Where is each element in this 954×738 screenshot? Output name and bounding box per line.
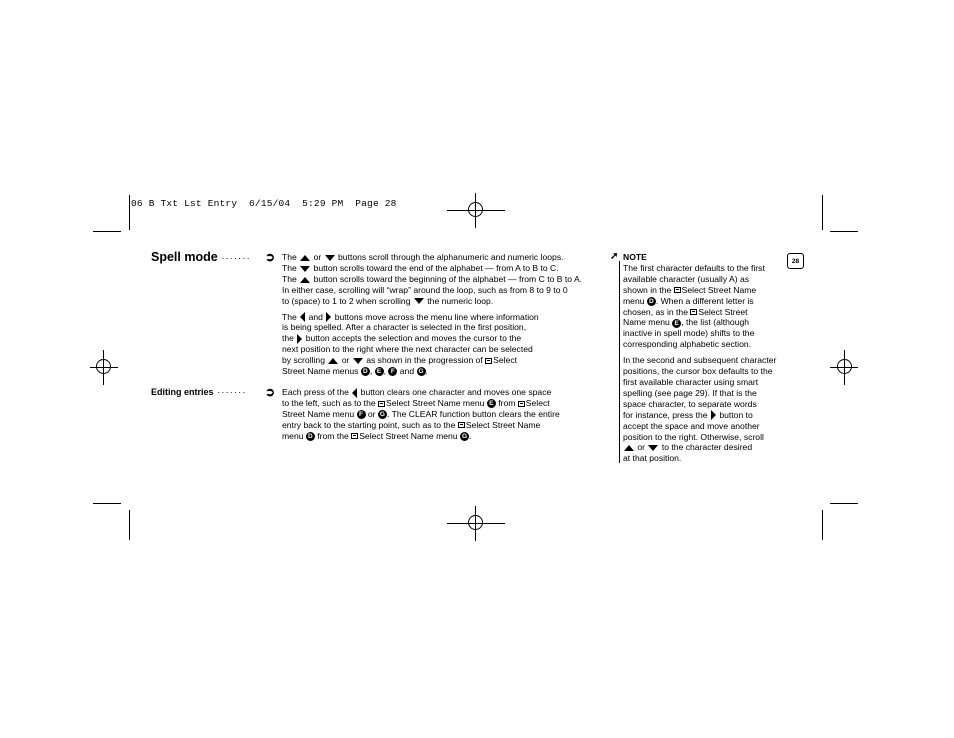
text: shown in the xyxy=(623,284,672,295)
text: the xyxy=(282,333,294,344)
leader-dots: ······· xyxy=(217,253,251,263)
text-line: space character, to separate words xyxy=(623,398,757,409)
menu-icon xyxy=(485,358,492,364)
crop-mark xyxy=(129,510,130,540)
text: , the list (although xyxy=(681,317,750,328)
section-heading-editing-entries xyxy=(151,387,247,397)
text: . The CLEAR function button clears the entire xyxy=(386,408,560,419)
text: Select Street Name xyxy=(681,284,757,295)
crop-mark xyxy=(93,231,121,232)
text-line: accept the space and move another xyxy=(623,420,760,431)
text: or xyxy=(637,442,646,453)
menu-icon xyxy=(351,433,358,439)
registration-crosshair xyxy=(447,523,505,524)
text-line: is being spelled. After a character is selected in the first position, xyxy=(282,322,527,333)
crop-mark xyxy=(93,503,121,504)
text: button scrolls toward the end of the alphabet — from A to B to C. xyxy=(313,262,559,273)
text-line: first available character using smart xyxy=(623,376,759,387)
text: to the character desired xyxy=(661,442,753,453)
section-heading-spell-mode xyxy=(151,250,251,264)
menu-icon xyxy=(518,401,525,407)
left-arrow-button-icon xyxy=(352,388,357,398)
paragraph xyxy=(623,263,783,350)
text-line: available character (usually A) as xyxy=(623,273,750,284)
menu-icon xyxy=(690,309,697,315)
registration-crosshair xyxy=(844,350,845,385)
text: . xyxy=(425,366,428,377)
callout-e: E xyxy=(672,319,681,328)
text: Select Street xyxy=(698,306,748,317)
text-line: next position to the right where the next character can be selected xyxy=(282,344,533,355)
text: Select Street Name menu xyxy=(359,430,458,441)
text: from the xyxy=(317,430,349,441)
text: Street Name menu xyxy=(282,408,355,419)
text-line: In the second and subsequent character xyxy=(623,355,777,366)
hook-arrow-icon: ➲ xyxy=(265,250,276,264)
text: from xyxy=(498,397,516,408)
callout-e: E xyxy=(487,399,496,408)
text-line: In either case, scrolling will “wrap” around the loop, such as from 8 to 9 to 0 xyxy=(282,284,568,295)
text-line xyxy=(282,398,602,409)
section-label: Spell mode xyxy=(151,250,218,264)
callout-d: D xyxy=(647,297,656,306)
text-line xyxy=(282,420,602,431)
text: or xyxy=(341,355,350,366)
note-heading: NOTE xyxy=(623,252,647,262)
text-line: corresponding alphabetic section. xyxy=(623,339,752,350)
text: Street Name menus xyxy=(282,366,359,377)
text-line xyxy=(623,307,783,318)
text: and xyxy=(308,311,323,322)
text: menu xyxy=(623,295,645,306)
text: Select Street Name menu xyxy=(386,397,485,408)
callout-g: G xyxy=(461,432,468,440)
registration-crosshair xyxy=(475,193,476,228)
text: and xyxy=(399,366,415,377)
text: by scrolling xyxy=(282,355,325,366)
crop-mark xyxy=(830,503,858,504)
text: Select xyxy=(525,397,550,408)
paragraph xyxy=(282,252,602,307)
text: as shown in the progression of xyxy=(366,355,483,366)
callout-d: D xyxy=(361,367,370,376)
up-arrow-button-icon xyxy=(328,358,338,364)
text: Select xyxy=(493,355,518,366)
text-line xyxy=(623,317,783,328)
callout-e: E xyxy=(375,367,384,376)
text: to the left, such as to the xyxy=(282,397,376,408)
callout-f: F xyxy=(357,410,366,419)
text-line xyxy=(282,366,602,377)
menu-icon xyxy=(674,287,681,293)
text-line xyxy=(282,431,602,442)
text-line xyxy=(282,409,602,420)
text: . xyxy=(469,430,472,441)
section-label: Editing entries xyxy=(151,387,214,397)
paragraph xyxy=(282,387,602,442)
down-arrow-button-icon xyxy=(325,255,335,261)
crop-mark xyxy=(822,195,823,230)
right-arrow-button-icon xyxy=(297,334,302,344)
text-line xyxy=(623,442,783,453)
crop-mark xyxy=(830,231,858,232)
text-line xyxy=(282,296,602,307)
editing-entries-body xyxy=(282,387,602,447)
paragraph xyxy=(623,355,783,464)
down-arrow-button-icon xyxy=(300,266,310,272)
text-line: spelling (see page 29). If that is the xyxy=(623,387,757,398)
menu-icon xyxy=(458,422,465,428)
callout-f: F xyxy=(388,367,397,376)
text: The xyxy=(282,273,297,284)
text: chosen, as in the xyxy=(623,306,688,317)
registration-crosshair xyxy=(447,210,505,211)
text-line xyxy=(282,263,602,274)
left-arrow-button-icon xyxy=(300,312,305,322)
text: button scrolls toward the beginning of the alphabet — from C to B to A. xyxy=(313,273,583,284)
menu-icon xyxy=(378,401,385,407)
down-arrow-button-icon xyxy=(353,358,363,364)
text: , xyxy=(383,366,386,377)
callout-d: D xyxy=(306,432,315,441)
text-line: position to the right. Otherwise, scroll xyxy=(623,431,764,442)
text: or xyxy=(367,408,376,419)
up-arrow-button-icon xyxy=(300,277,310,283)
text-line xyxy=(282,252,602,263)
text: for instance, press the xyxy=(623,409,708,420)
down-arrow-button-icon xyxy=(648,445,658,451)
up-arrow-button-icon xyxy=(300,255,310,261)
down-arrow-button-icon xyxy=(414,298,424,304)
text-line: at that position. xyxy=(623,453,682,464)
text: Each press of the xyxy=(282,387,349,397)
registration-crosshair xyxy=(103,350,104,385)
print-slug: 06 B Txt Lst Entry 6/15/04 5:29 PM Page 28 xyxy=(131,198,397,209)
callout-g: G xyxy=(379,411,385,419)
text: the numeric loop. xyxy=(427,295,494,306)
hook-arrow-icon: ➲ xyxy=(265,385,276,399)
paragraph xyxy=(282,312,602,377)
text: The xyxy=(282,262,297,273)
registration-crosshair xyxy=(90,367,118,368)
text: or xyxy=(313,252,322,262)
text: button accepts the selection and moves the cursor to the xyxy=(305,333,522,344)
text-line: inactive in spell mode) shifts to the xyxy=(623,328,755,339)
registration-crosshair xyxy=(475,506,476,541)
text: menu xyxy=(282,430,304,441)
spell-mode-body xyxy=(282,252,602,382)
text-line xyxy=(282,312,602,323)
text-line xyxy=(623,285,783,296)
up-arrow-button-icon xyxy=(624,445,634,451)
text: The xyxy=(282,252,297,262)
text: . When a different letter is xyxy=(655,295,754,306)
note-arrow-icon: ➚ xyxy=(610,251,619,262)
text: buttons scroll through the alphanumeric and numeric loops. xyxy=(338,252,564,262)
leader-dots: ······· xyxy=(213,387,247,397)
text: buttons move across the menu line where information xyxy=(334,311,539,322)
note-box xyxy=(623,252,783,469)
text: entry back to the starting point, such as to the xyxy=(282,419,456,430)
text-line: positions, the cursor box defaults to the xyxy=(623,366,773,377)
page-number-badge: 28 xyxy=(787,253,804,269)
right-arrow-button-icon xyxy=(711,410,716,420)
text: Select Street Name xyxy=(465,419,541,430)
text: button to xyxy=(719,409,753,420)
text: , xyxy=(369,366,373,377)
text: The xyxy=(282,311,297,322)
text-line xyxy=(282,274,602,285)
text-line xyxy=(282,355,602,366)
text: button clears one character and moves one space xyxy=(360,387,552,397)
text: Name menu xyxy=(623,317,670,328)
text-line: The first character defaults to the first xyxy=(623,262,765,273)
crop-mark xyxy=(129,195,130,230)
text: to (space) to 1 to 2 when scrolling xyxy=(282,295,411,306)
crop-mark xyxy=(822,510,823,540)
note-rule xyxy=(619,261,620,463)
text-line xyxy=(623,410,783,421)
text-line xyxy=(282,333,602,344)
text-line xyxy=(282,387,602,398)
text-line xyxy=(623,296,783,307)
right-arrow-button-icon xyxy=(326,312,331,322)
callout-g: G xyxy=(418,368,424,376)
